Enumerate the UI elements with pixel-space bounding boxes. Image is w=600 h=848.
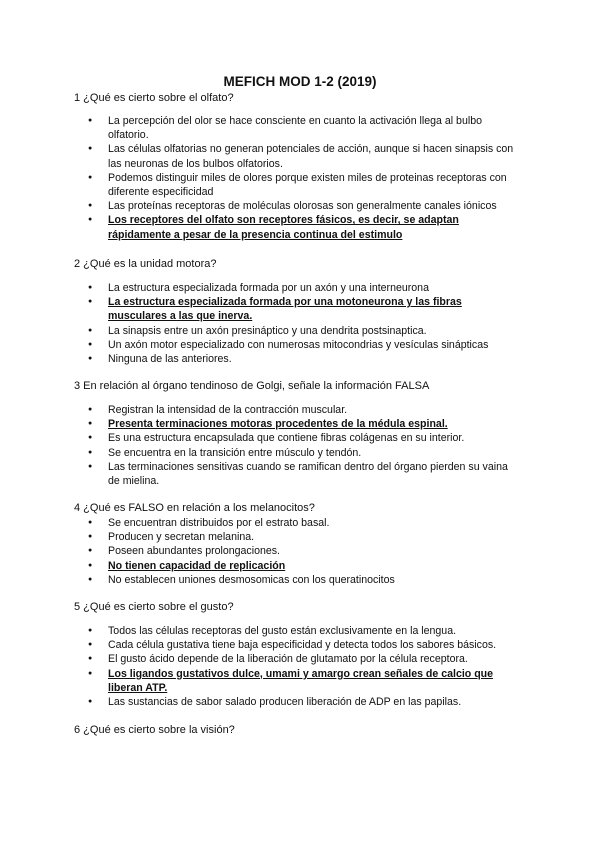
answer-option-correct: ● Los ligandos gustativos dulce, umami y amargo crean señales de calcio que liberan ATP. <box>0 667 600 695</box>
question-1: 1 ¿Qué es cierto sobre el olfato? <box>74 92 234 104</box>
page-title: MEFICH MOD 1-2 (2019) <box>223 74 377 89</box>
answer-option: ● La sinapsis entre un axón presináptico y una dendrita postsinaptica. <box>0 324 600 338</box>
answer-option: ● La percepción del olor se hace consciente en cuanto la activación llega al bulbo olfatorio. <box>0 114 600 142</box>
question-5: 5 ¿Qué es cierto sobre el gusto? <box>74 601 234 613</box>
answer-option: ● Es una estructura encapsulada que contiene fibras colágenas en su interior. <box>0 431 600 445</box>
answer-option: ● Se encuentra en la transición entre músculo y tendón. <box>0 446 600 460</box>
option-list-1 <box>0 114 600 242</box>
answer-option: ● Un axón motor especializado con numerosas mitocondrias y vesículas sinápticas <box>0 338 600 352</box>
answer-option-correct: ● Los receptores del olfato son receptores fásicos, es decir, se adaptan rápidamente a pesar de la presencia continua del estimulo <box>0 213 600 241</box>
answer-option: ● El gusto ácido depende de la liberación de glutamato por la célula receptora. <box>0 652 600 666</box>
answer-option: ● Producen y secretan melanina. <box>0 530 600 544</box>
option-list-2 <box>0 281 600 366</box>
answer-option-correct: ● La estructura especializada formada por una motoneurona y las fibras musculares a las que inerva. <box>0 295 600 323</box>
answer-option: ● Ninguna de las anteriores. <box>0 352 600 366</box>
answer-option: ● La estructura especializada formada por un axón y una interneurona <box>0 281 600 295</box>
answer-option: ● Las células olfatorias no generan potenciales de acción, aunque si hacen sinapsis con las neuronas de los bulbos olfatorios. <box>0 142 600 170</box>
question-2: 2 ¿Qué es la unidad motora? <box>74 258 217 270</box>
answer-option: ● Las terminaciones sensitivas cuando se ramifican dentro del órgano pierden su vaina de mielina. <box>0 460 600 488</box>
answer-option: ● Cada célula gustativa tiene baja especificidad y detecta todos los sabores básicos. <box>0 638 600 652</box>
option-list-5 <box>0 624 600 709</box>
question-3: 3 En relación al órgano tendinoso de Golgi, señale la información FALSA <box>74 380 430 392</box>
option-list-3 <box>0 403 600 488</box>
answer-option: ● Todos las células receptoras del gusto están exclusivamente en la lengua. <box>0 624 600 638</box>
answer-option: ● Podemos distinguir miles de olores porque existen miles de proteinas receptoras con diferente especificidad <box>0 171 600 199</box>
answer-option: ● Se encuentran distribuidos por el estrato basal. <box>0 516 600 530</box>
answer-option: ● No establecen uniones desmosomicas con los queratinocitos <box>0 573 600 587</box>
option-list-4 <box>0 516 600 587</box>
answer-option: ● Registran la intensidad de la contracción muscular. <box>0 403 600 417</box>
question-4: 4 ¿Qué es FALSO en relación a los melanocitos? <box>74 502 315 514</box>
answer-option: ● Las proteínas receptoras de moléculas olorosas son generalmente canales iónicos <box>0 199 600 213</box>
answer-option: ● Poseen abundantes prolongaciones. <box>0 544 600 558</box>
answer-option: ● Las sustancias de sabor salado producen liberación de ADP en las papilas. <box>0 695 600 709</box>
answer-option-correct: ● No tienen capacidad de replicación <box>0 559 600 573</box>
answer-option-correct: ● Presenta terminaciones motoras procedentes de la médula espinal. <box>0 417 600 431</box>
question-6: 6 ¿Qué es cierto sobre la visión? <box>74 724 235 736</box>
